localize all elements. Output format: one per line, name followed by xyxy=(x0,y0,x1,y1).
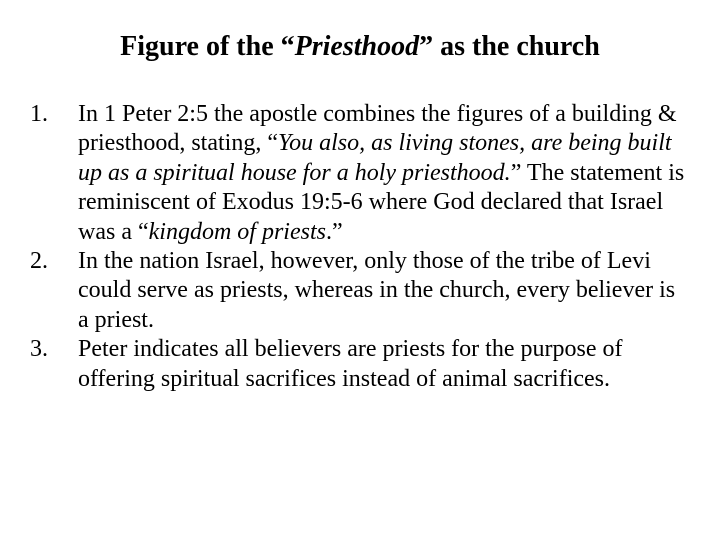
numbered-list xyxy=(30,100,690,394)
list-item-number: 3. xyxy=(30,336,48,363)
slide-title xyxy=(0,27,720,67)
title-prefix: Figure of the “ xyxy=(120,31,295,62)
text-run: In 1 Peter 2:5 the apostle combines the figures of a building & priesthood, stating, “ xyxy=(78,101,677,157)
quote-italic: kingdom of priests xyxy=(148,218,326,245)
list-item-number: 2. xyxy=(30,248,48,275)
list-item xyxy=(30,100,690,247)
quote-italic: You also, as living stones, are being built up as a spiritual house for a holy priesthood. xyxy=(78,130,672,186)
list-item-text xyxy=(78,101,684,245)
list-item-text: In the nation Israel, however, only those of the tribe of Levi could serve as priests, whereas in the church, every believer is a priest. xyxy=(78,248,676,333)
list-item xyxy=(30,247,690,335)
text-run: ” The statement is reminiscent of Exodus 19:5-6 where God declared that Israel was a “ xyxy=(78,159,685,245)
text-run: .” xyxy=(325,218,343,245)
title-emphasis: Priesthood xyxy=(294,31,420,62)
list-item xyxy=(30,335,690,394)
list-item-number: 1. xyxy=(30,101,48,127)
title-suffix: ” as the church xyxy=(419,31,600,62)
list-item-text: Peter indicates all believers are priests for the purpose of offering spiritual sacrifices instead of animal sacrifices. xyxy=(78,336,623,392)
